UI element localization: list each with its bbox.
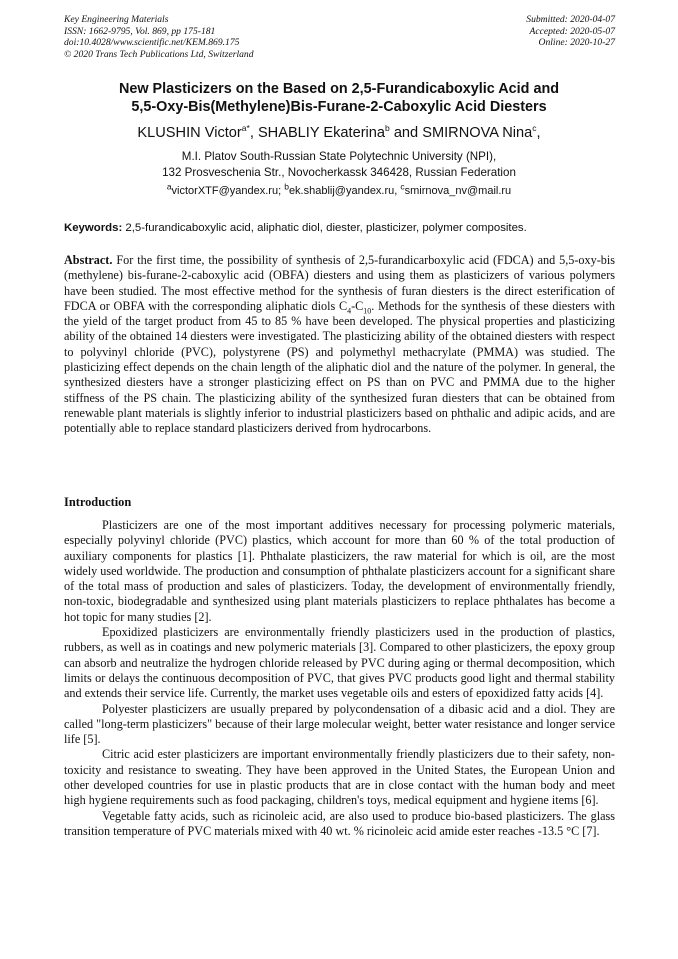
title-line-1: New Plasticizers on the Based on 2,5-Furandicaboxylic Acid and — [118, 81, 560, 97]
author-list-end: , — [536, 125, 541, 141]
author-klushin: KLUSHIN Victor — [137, 125, 242, 141]
paragraph: Epoxidized plasticizers are environmentally friendly plasticizers used in the production of plastics, rubbers, as well as in coatings and new polymeric materials [3]. Compared to other plasticizers, the epoxy group can absorb and neutralize the hydrogen chloride released by PVC during aging or thermal decomposition, which limits or delays the continuous decomposition of PVC, that gives PVC products good light and thermal stability and extends their service life. Currently, the market uses vegetable oils and esters of epoxidized fatty acids [4]. — [64, 625, 615, 701]
abstract-subscript-4: 4 — [347, 306, 352, 316]
author-emails — [64, 181, 614, 198]
abstract-text-part-1: For the first time, the possibility of synthesis of 2,5-furandicarboxylic acid (FDCA) and 5,5-oxy-bis (methylene) bis-furane-2-caboxylic acid (OBFA) diesters and using them as plasticizers of various polymers have been studied. The most effective method for the synthesis of furan diesters is the direct esterification of FDCA or OBFA with the corresponding aliphatic diols C — [64, 253, 615, 313]
online-date: Online: 2020-10-27 — [538, 37, 615, 49]
keywords-label: Keywords: — [64, 222, 123, 234]
paragraph: Polyester plasticizers are usually prepared by polycondensation of a dibasic acid and a diol. They are called "long-term plasticizers" because of their large molecular weight, better water resistance and longer service life [5]. — [64, 701, 615, 747]
keywords — [64, 221, 615, 235]
email-b-mark: b — [284, 181, 289, 192]
abstract-subscript-10: 10 — [363, 306, 372, 316]
paragraph: Plasticizers are one of the most important additives necessary for processing polymeric materials, especially polyvinyl chloride (PVC) plastics, which account for more than 60 % of the total production of auxiliary components for plastics [1]. Phthalate plasticizers, the raw material for which is oil, are the most widely used worldwide. The production and consumption of phthalate plasticizers account for a significant share of the total mass of production and sales of plasticizers. Today, the development of environmentally friendly, non-toxic, biodegradable and synthesized using plant materials plasticizers to replace phthalates has become a hot topic for many studies [2]. — [64, 518, 615, 624]
email-c[interactable]: smirnova_nv@mail.ru — [404, 185, 512, 197]
issn-line: ISSN: 1662-9795, Vol. 869, pp 175-181 — [64, 25, 216, 37]
submitted-date: Submitted: 2020-04-07 — [526, 14, 615, 25]
abstract-text-part-2: . Methods for the synthesis of these diesters with the yield of the target product from 45 to 85 % have been developed. The physical properties and plasticizing ability of the obtained 14 diesters were investigated. The plasticizing ability of the obtained diesters with respect to polyvinyl chloride (PVC), polystyrene (PS) and polymethyl methacrylate (PMMA) was studied. The plasticizing effect depends on the chain length of the aliphatic diol and the nature of the polymer. In general, the synthesized diesters have a stronger plasticizing effect on PS than on PVC and PMMA due to the higher stiffness of the PS chain. The plasticizing ability of the synthesized furan diesters that can be obtained from renewable plant materials is slightly inferior to industrial plasticizers based on phthalic and adipic acids, and are potentially able to replace standard plasticizers derived from hydrocarbons. — [64, 298, 615, 436]
author-shabliy-affil-mark: b — [385, 123, 390, 134]
abstract-label: Abstract. — [64, 253, 113, 267]
affiliation-line-1: M.I. Platov South-Russian State Polytechnic University (NPI), — [181, 150, 497, 163]
affiliation-line-2: 132 Prosveschenia Str., Novocherkassk 346428, Russian Federation — [162, 165, 516, 179]
copyright-line: © 2020 Trans Tech Publications Ltd, Switzerland — [64, 48, 254, 60]
email-a-mark: a — [166, 181, 172, 192]
doi-line[interactable]: doi:10.4028/www.scientific.net/KEM.869.175 — [64, 37, 240, 49]
keywords-text: 2,5-furandicaboxylic acid, aliphatic diol, diester, plasticizer, polymer composites. — [122, 222, 527, 234]
title-line-2: 5,5-Oxy-Bis(Methylene)Bis-Furane-2-Caboxylic Acid Diesters — [131, 98, 547, 115]
introduction-heading: Introduction — [64, 495, 132, 509]
abstract — [64, 253, 615, 437]
paragraph: Vegetable fatty acids, such as ricinoleic acid, are also used to produce bio-based plasticizers. The glass transition temperature of PVC materials mixed with 40 wt. % ricinoleic acid amide ester reaches -13.5 °C [7]. — [64, 808, 615, 838]
introduction-body — [64, 518, 615, 839]
author-smirnova: SMIRNOVA Nina — [422, 125, 533, 141]
abstract-dash: -C — [351, 298, 364, 313]
author-klushin-affil-mark: a* — [241, 123, 250, 134]
journal-info — [64, 14, 254, 60]
accepted-date: Accepted: 2020-05-07 — [529, 25, 615, 37]
paper-title — [64, 81, 614, 116]
affiliation — [64, 149, 614, 180]
author-separator: , — [249, 125, 258, 141]
author-list — [64, 124, 614, 142]
journal-name: Key Engineering Materials — [64, 14, 169, 25]
paragraph: Citric acid ester plasticizers are important environmentally friendly plasticizers due to their safety, non-toxicity and resistance to sweating. They have been approved in the United States, the European Union and other developed countries for use in plastic products that are in close contact with the human body and meet high hygiene requirements such as food packaging, children's toys, medical equipment and hygiene items [6]. — [64, 747, 615, 808]
publication-dates — [526, 14, 615, 49]
email-c-mark: c — [400, 181, 405, 192]
author-smirnova-affil-mark: c — [532, 123, 537, 134]
email-a[interactable]: victorXTF@yandex.ru; — [171, 185, 285, 197]
author-separator: and — [389, 125, 423, 141]
author-shabliy: SHABLIY Ekaterina — [257, 125, 386, 141]
email-b[interactable]: ek.shablij@yandex.ru, — [288, 185, 401, 197]
